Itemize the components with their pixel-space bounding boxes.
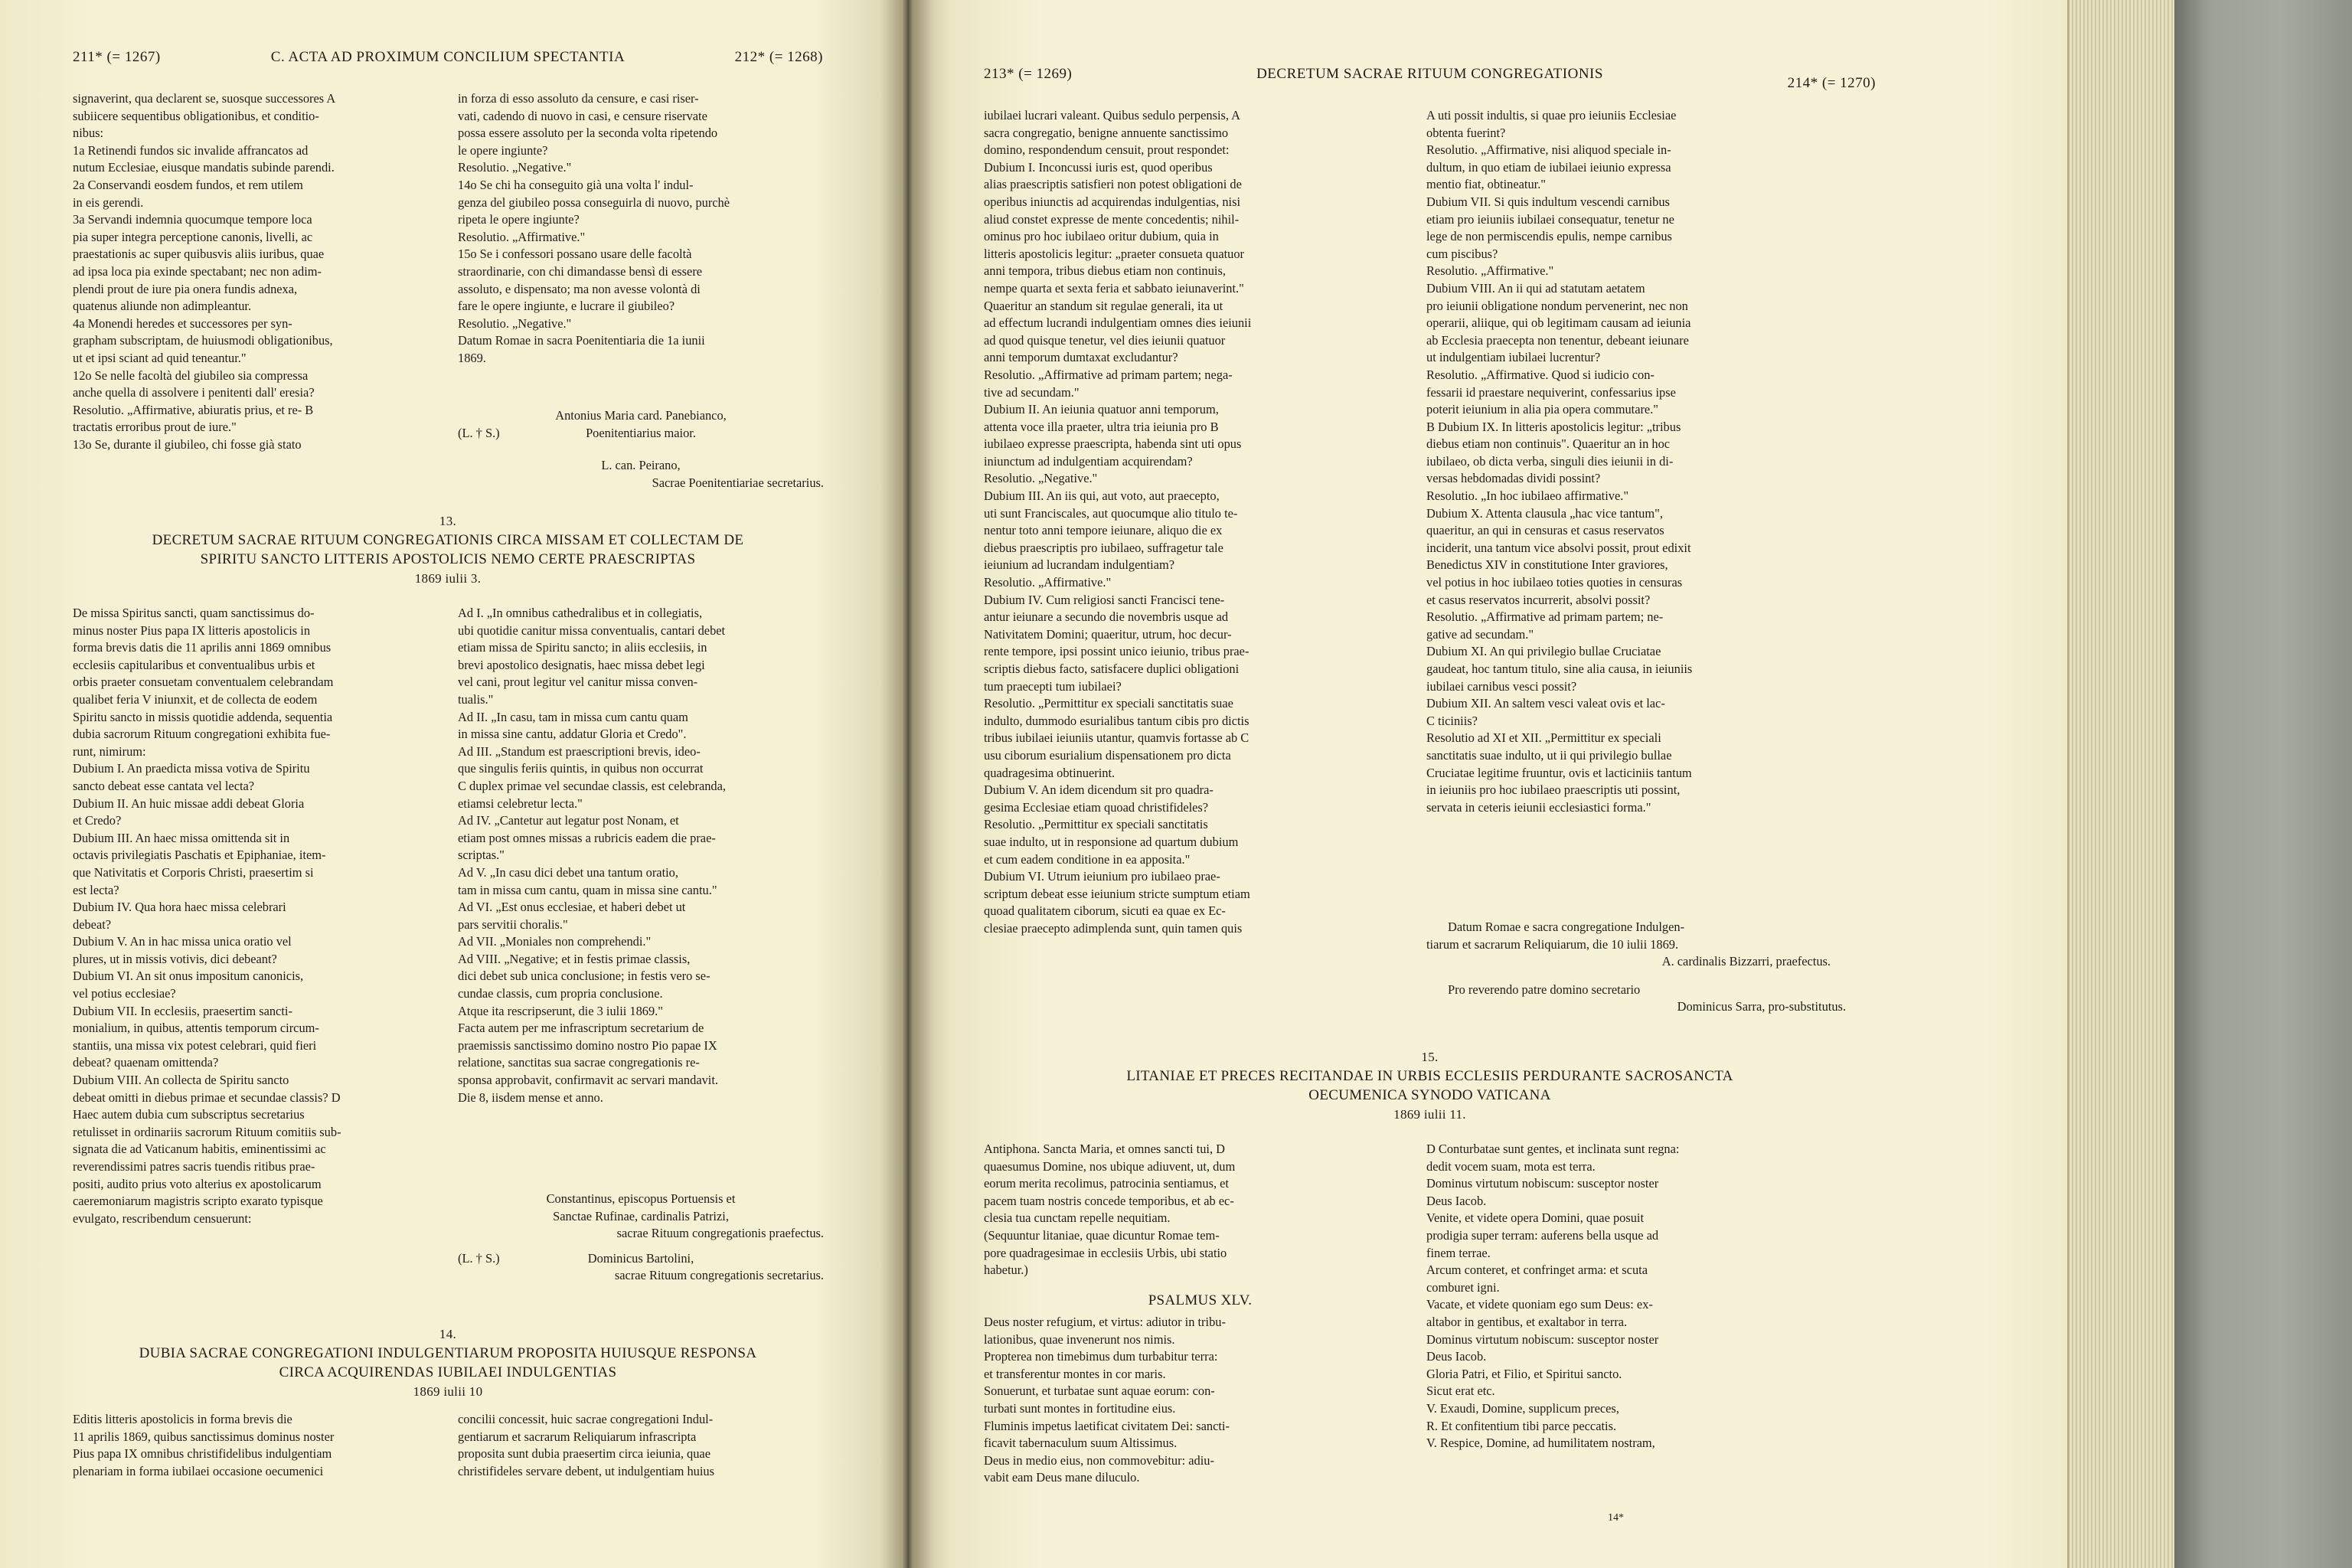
- pro-secretario-line: Pro reverendo patre domino secretario: [1448, 982, 1641, 997]
- text-line: Atque ita rescripserunt, die 3 iulii 1869.": [458, 1003, 663, 1018]
- text-line: 13o Se, durante il giubileo, chi fosse già stato: [73, 436, 302, 452]
- signature-sarra: Dominicus Sarra, pro-substitutus.: [1677, 999, 1846, 1014]
- rituum-signatures: [458, 1191, 824, 1285]
- text-line: iubilaei carnibus vesci possit?: [1426, 678, 1577, 694]
- text-line: Resolutio. „Affirmative. Quod si iudicio con-: [1426, 367, 1655, 382]
- text-line: cundae classis, cum propria conclusione.: [458, 986, 663, 1001]
- text-line: et casus reservatos incurrerit, absolvi possit?: [1426, 592, 1651, 607]
- left-page-number: 211* (= 1267): [73, 49, 161, 65]
- psalm-column: [984, 1314, 1416, 1487]
- text-line: Venite, et videte opera Domini, quae posuit: [1426, 1210, 1645, 1226]
- text-line: pia super integra perceptione canonis, livelli, ac: [73, 229, 313, 244]
- text-line: Dominus virtutum nobiscum: susceptor noster: [1426, 1176, 1659, 1191]
- section-15-heading: [984, 1047, 1876, 1124]
- section-14-title-line-2: CIRCA ACQUIRENDAS IUBILAEI INDULGENTIAS: [279, 1364, 617, 1380]
- text-line: inciderit, una tantum vice absolvi possit, prout edixit: [1426, 540, 1691, 555]
- text-line: Resolutio. „Affirmative ad primam partem; ne-: [1426, 609, 1664, 625]
- left-page: [0, 0, 903, 1568]
- text-line: 14o Se chi ha conseguito già una volta l' indul-: [458, 177, 694, 192]
- text-line: Ad II. „In casu, tam in missa cum cantu quam: [458, 709, 688, 724]
- left-page-number-right: 212* (= 1268): [734, 49, 823, 65]
- text-line: 12o Se nelle facoltà del giubileo sia compressa: [73, 368, 309, 383]
- text-line: iubilaeo, ob dicta verba, singuli dies ieiunii in di-: [1426, 453, 1674, 469]
- text-line: subiicere sequentibus obligationibus, et conditio-: [73, 108, 319, 123]
- text-line: praemissis sanctissimo domino nostro Pio papae IX: [458, 1037, 717, 1053]
- text-line: Dubium V. An in hac missa unica oratio vel: [73, 934, 292, 949]
- text-line: usu ciborum esurialium dispensationem pro dicta: [984, 747, 1231, 763]
- text-line: Dubium II. An ieiunia quatuor anni temporum,: [984, 402, 1219, 417]
- text-line: Gloria Patri, et Filio, et Spiritui sancto.: [1426, 1366, 1622, 1381]
- text-line: 3a Servandi indemnia quocumque tempore loca: [73, 212, 312, 227]
- text-line: fare le opere ingiunte, e lucrare il giubileo?: [458, 299, 675, 314]
- signature-bartolini-title: sacrae Rituum congregationis secretarius.: [614, 1268, 824, 1283]
- text-line: Datum Romae in sacra Poenitentiaria die 1a iunii: [458, 333, 705, 348]
- text-line: etiamsi celebretur lecta.": [458, 795, 583, 811]
- text-line: 2a Conservandi eosdem fundos, et rem utilem: [73, 177, 303, 192]
- signature-bartolini: Dominicus Bartolini,: [587, 1250, 694, 1266]
- text-line: Sicut erat etc.: [1426, 1383, 1495, 1399]
- text-line: Dubium VIII. An collecta de Spiritu sancto: [73, 1073, 289, 1088]
- text-line: pars servitii choralis.": [458, 916, 568, 932]
- dated-line: Datum Romae e sacra congregatione Indulgen-: [1448, 920, 1685, 934]
- signature-patrizi: Constantinus, episcopus Portuensis et: [546, 1191, 736, 1206]
- text-line: Dubium VIII. An ii qui ad statutam aetatem: [1426, 280, 1645, 296]
- section-13-title-line-2: SPIRITU SANCTO LITTERIS APOSTOLICIS NEMO CERTE PRAESCRIPTAS: [200, 551, 696, 567]
- text-line: Dubium VII. Si quis indultum vescendi carnibus: [1426, 194, 1670, 209]
- text-line: pore quadragesimae in ecclesiis Urbis, ubi statio: [984, 1245, 1227, 1260]
- text-line: clesiae praecepto adimplenda sunt, quin tamen quis: [984, 920, 1243, 936]
- book-cover-cloth: [2174, 0, 2352, 1568]
- text-line: V. Respice, Domine, ad humilitatem nostram,: [1426, 1436, 1655, 1451]
- text-line: gative ad secundam.": [1426, 626, 1534, 642]
- right-page-number: 213* (= 1269): [984, 66, 1073, 82]
- text-line: Ad VI. „Est onus ecclesiae, et haberi debet ut: [458, 900, 686, 915]
- text-line: clesia tua cunctam repelle nequitiam.: [984, 1210, 1171, 1226]
- left-bottom-column-2: [458, 1411, 824, 1480]
- text-line: Propterea non timebimus dum turbabitur terra:: [984, 1349, 1218, 1364]
- text-line: scriptis diebus facto, satisfacere duplici obligationi: [984, 662, 1240, 676]
- left-bottom-column-1: [73, 1411, 446, 1480]
- text-line: ad quod quisque tenetur, vel dies ieiunii quatuor: [984, 332, 1226, 348]
- text-line: debeat? quaenam omittenda?: [73, 1055, 219, 1070]
- text-line: 4a Monendi heredes et successores per syn-: [73, 315, 292, 331]
- text-line: gaudeat, hoc tantum titulo, sine alia causa, in ieiuniis: [1426, 662, 1693, 676]
- text-line: dubia sacrorum Rituum congregationi exhibita fue-: [73, 727, 331, 742]
- text-line: nutum Ecclesiae, eiusque mandatis subinde parendi.: [73, 160, 335, 175]
- text-line: plendi prout de iure pia onera fundis adnexa,: [73, 281, 298, 296]
- text-line: qualibet feria V iniunxit, et de collecta de eodem: [73, 691, 318, 707]
- text-line: pro ieiunii obligatione nondum pervenerint, nec non: [1426, 298, 1688, 313]
- signature-panebianco: Antonius Maria card. Panebianco,: [555, 408, 727, 423]
- text-line: monialium, in quibus, attentis temporum circum-: [73, 1021, 319, 1036]
- text-line: mentio fiat, obtineatur.": [1426, 177, 1546, 192]
- text-line: anni temporum dumtaxat excludantur?: [984, 350, 1178, 365]
- text-line: retulisset in ordinariis sacrorum Rituum comitiis sub-: [73, 1124, 341, 1139]
- text-line: Cruciatae legitime fruuntur, ovis et lacticiniis tantum: [1426, 765, 1692, 780]
- text-line: debeat?: [73, 916, 112, 932]
- text-line: gesima Ecclesiae etiam quoad christifideles?: [984, 799, 1209, 815]
- text-line: Editis litteris apostolicis in forma brevis die: [73, 1412, 292, 1426]
- text-line: lationibus, quae invenerunt nos nimis.: [984, 1331, 1175, 1347]
- text-line: ieiunium ad lucrandam indulgentiam?: [984, 557, 1174, 573]
- text-line: comburet igni.: [1426, 1279, 1500, 1295]
- text-line: dici debet sub unica conclusione; in festis vero se-: [458, 969, 710, 984]
- text-line: ab Ecclesia praecepta non tenentur, debeant ieiunare: [1426, 332, 1689, 348]
- seal-mark-2: (L. † S.): [458, 1250, 500, 1266]
- text-line: vati, cadendo di nuovo in casi, e censure riservate: [458, 108, 707, 123]
- text-line: Dubium IV. Cum religiosi sancti Francisci tene-: [984, 592, 1225, 607]
- text-line: Dubium III. An iis qui, aut voto, aut praecepto,: [984, 488, 1220, 504]
- section-14-title-line-1: DUBIA SACRAE CONGREGATIONI INDULGENTIARUM PROPOSITA HUIUSQUE RESPONSA: [139, 1345, 757, 1361]
- text-line: prodigia super terram: auferens bella usque ad: [1426, 1227, 1659, 1243]
- section-14-heading: [73, 1325, 823, 1401]
- text-line: Ad III. „Standum est praescriptioni brevis, ideo-: [458, 743, 701, 759]
- text-line: debeat omitti in diebus primae et secundae classis? D: [73, 1089, 341, 1105]
- section-15-date: 1869 iulii 11.: [1393, 1107, 1466, 1122]
- text-line: tualis.": [458, 691, 494, 707]
- text-line: obtenta fuerint?: [1426, 125, 1506, 140]
- text-line: tum praecepti tum iubilaei?: [984, 678, 1122, 694]
- text-line: Dubium VII. In ecclesiis, praesertim sancti-: [73, 1003, 292, 1018]
- section-13-date: 1869 iulii 3.: [414, 571, 482, 586]
- section-14-number: 14.: [439, 1327, 457, 1341]
- text-line: vabit eam Deus mane diluculo.: [984, 1470, 1140, 1485]
- text-line: anni tempora, tribus diebus etiam non continuis,: [984, 263, 1226, 279]
- litany-column-2: [1426, 1141, 1877, 1452]
- text-line: servata in ceteris ieiunii ecclesiastici forma.": [1426, 799, 1651, 815]
- text-line: vel potius in hoc iubilaeo toties quoties in censuras: [1426, 575, 1683, 590]
- text-line: eorum merita recolimus, patrocinia sentiamus, et: [984, 1176, 1229, 1191]
- text-line: grapham subscriptam, de huiusmodi obligationibus,: [73, 333, 333, 348]
- text-line: Resolutio. „Affirmative.": [984, 575, 1112, 590]
- text-line: dultum, in quo etiam de iubilaei ieiunio expressa: [1426, 159, 1671, 175]
- text-line: litteris apostolicis legitur: „praeter consueta quatuor: [984, 246, 1244, 261]
- text-line: Antiphona. Sancta Maria, et omnes sancti tui, D: [984, 1142, 1225, 1156]
- text-line: sacra congregatio, benigne annuente sanctissimo: [984, 125, 1229, 140]
- text-line: 11 aprilis 1869, quibus sanctissimus dominus noster: [73, 1429, 335, 1444]
- text-line: Resolutio. „Affirmative ad primam partem; nega-: [984, 367, 1233, 382]
- text-line: De missa Spiritus sancti, quam sanctissimus do-: [73, 606, 315, 620]
- indulgentiarum-closing: [1426, 919, 1877, 1016]
- text-line: domino, respondendum censuit, prout respondet:: [984, 142, 1230, 158]
- text-line: A uti possit indultis, si quae pro ieiuniis Ecclesiae: [1426, 108, 1677, 122]
- text-line: tractatis erroribus prout de iure.": [73, 420, 237, 435]
- text-line: versas hebdomadas dividi possint?: [1426, 471, 1601, 486]
- text-line: Deus Iacob.: [1426, 1349, 1487, 1364]
- text-line: Ad VII. „Moniales non comprehendi.": [458, 934, 652, 949]
- text-line: anche quella di assolvere i penitenti dall' eresia?: [73, 385, 315, 400]
- text-line: etiam missa de Spiritu sancto; in aliis ecclesiis, in: [458, 640, 707, 655]
- text-line: Resolutio. „Negative.": [458, 160, 572, 175]
- text-line: minus noster Pius papa IX litteris apostolicis in: [73, 622, 311, 638]
- text-line: nempe quarta et sexta feria et sabbato ieiunaverint.": [984, 280, 1244, 296]
- left-top-column-1: [73, 90, 446, 453]
- text-line: indulto, dummodo esurialibus tantum cibis pro dictis: [984, 713, 1250, 728]
- text-line: quoad qualitatem ciborum, sicuti ea quae ex Ec-: [984, 903, 1226, 919]
- signature-panebianco-title: Poenitentiarius maior.: [586, 425, 696, 440]
- text-line: alias praescriptis satisfieri non potest obligationi de: [984, 177, 1242, 192]
- text-line: cum piscibus?: [1426, 246, 1498, 261]
- text-line: ubi quotidie canitur missa conventualis, cantari debet: [458, 622, 726, 638]
- text-line: vel cani, prout legitur vel canitur missa conven-: [458, 675, 698, 690]
- text-line: pacem tuam nostris concede temporibus, et ab ec-: [984, 1193, 1234, 1208]
- litany-column-1: [984, 1141, 1416, 1279]
- text-line: Ad I. „In omnibus cathedralibus et in collegiatis,: [458, 606, 703, 620]
- text-line: attenta voce illa praeter, ultra tria ieiunia pro B: [984, 419, 1219, 434]
- signature-patrizi-line-2: Sanctae Rufinae, cardinalis Patrizi,: [553, 1208, 729, 1223]
- signature-bizzarri: A. cardinalis Bizzarri, praefectus.: [1661, 954, 1831, 969]
- text-line: Dominus virtutum nobiscum: susceptor noster: [1426, 1331, 1659, 1347]
- text-line: plenariam in forma iubilaei occasione oecumenici: [73, 1463, 324, 1478]
- text-line: proposita sunt dubia praesertim circa ieiunia, quae: [458, 1446, 710, 1462]
- section-15-title-line-2: OECUMENICA SYNODO VATICANA: [1308, 1087, 1551, 1103]
- text-line: fessarii id praestare nequiverint, confessarius ipse: [1426, 384, 1676, 400]
- text-line: Quaeritur an standum sit regulae generali, ita ut: [984, 298, 1223, 313]
- text-line: Vacate, et videte quoniam ego sum Deus: ex-: [1426, 1297, 1653, 1312]
- text-line: operibus iniunctis ad acquirendas indulgentias, nisi: [984, 194, 1241, 209]
- text-line: Spiritu sancto in missis quotidie addenda, sequentia: [73, 709, 333, 724]
- text-line: diebus praescriptis pro iubilaeo, suffragetur tale: [984, 540, 1223, 555]
- text-line: etiam pro ieiuniis iubilaei consequatur, tenetur ne: [1426, 211, 1674, 227]
- text-line: orbis praeter consuetam conventualem celebrandam: [73, 675, 334, 690]
- text-line: suae indulto, ut in responsione ad quartum dubium: [984, 834, 1239, 849]
- text-line: C duplex primae vel secundae classis, est celebranda,: [458, 778, 726, 793]
- text-line: scriptas.": [458, 848, 505, 863]
- text-line: (Sequuntur litaniae, quae dicuntur Romae tem-: [984, 1227, 1220, 1243]
- text-line: nentur toto anni tempore ieiunare, aliquo die ex: [984, 523, 1223, 538]
- left-middle-column-1: [73, 605, 446, 1227]
- text-line: praestationis ac super quibusvis aliis iuribus, quae: [73, 247, 325, 262]
- text-line: Resolutio. „Negative.": [458, 315, 572, 331]
- text-line: gentiarum et sacrarum Reliquiarum infrascripta: [458, 1429, 697, 1444]
- text-line: ripeta le opere ingiunte?: [458, 212, 580, 227]
- text-line: ut indulgentiam iubilaei lucrentur?: [1426, 350, 1601, 365]
- text-line: Resolutio. „Affirmative, abiuratis prius, et re- B: [73, 402, 314, 417]
- poenitentiaria-signatures: [458, 407, 824, 492]
- text-line: Haec autem dubia cum subscriptus secretarius: [73, 1107, 305, 1122]
- text-line: ad ipsa loca pia exinde spectabant; nec non adim-: [73, 263, 322, 279]
- text-line: scriptum debeat esse ieiunium stricte sumptum etiam: [984, 886, 1250, 901]
- text-line: Dubium XII. An saltem vesci valeat ovis et lac-: [1426, 696, 1665, 711]
- dated-line-2: tiarum et sacrarum Reliquiarum, die 10 iulii 1869.: [1426, 936, 1679, 952]
- text-line: V. Exaudi, Domine, supplicum preces,: [1426, 1400, 1619, 1416]
- text-line: plures, ut in missis votivis, dici debeant?: [73, 951, 277, 966]
- text-line: Dubium III. An haec missa omittenda sit in: [73, 830, 290, 845]
- text-line: Pius papa IX omnibus christifidelibus indulgentiam: [73, 1446, 332, 1462]
- text-line: reverendissimi patres sacris tuendis ritibus prae-: [73, 1159, 315, 1174]
- text-line: forma brevis datis die 11 aprilis anni 1869 omnibus: [73, 640, 332, 655]
- text-line: Dubium VI. Utrum ieiunium pro iubilaeo prae-: [984, 869, 1220, 884]
- text-line: tive ad secundam.": [984, 384, 1080, 400]
- text-line: rente tempore, ipsi possint unico ieiunio, tribus prae-: [984, 644, 1250, 659]
- text-line: iniunctum ad indulgentiam acquirendam?: [984, 453, 1193, 469]
- text-line: Dubium II. An huic missae addi debeat Gloria: [73, 795, 305, 811]
- text-line: aliud constet expresse de mente concedentis; nihil-: [984, 211, 1240, 227]
- text-line: concilii concessit, huic sacrae congregationi Indul-: [458, 1412, 714, 1426]
- text-line: operarii, aliique, qui ob legitimam causam ad ieiunia: [1426, 315, 1691, 331]
- text-line: Dubium I. An praedicta missa votiva de Spiritu: [73, 761, 310, 776]
- text-line: est lecta?: [73, 882, 119, 897]
- text-line: Die 8, iisdem mense et anno.: [458, 1089, 603, 1105]
- text-line: antur ieiunare a secundo die novembris usque ad: [984, 609, 1229, 625]
- right-head-title: DECRETUM SACRAE RITUUM CONGREGATIONIS: [1256, 66, 1603, 82]
- right-page: [903, 0, 2075, 1568]
- signature-peirano-title: Sacrae Poenitentiariae secretarius.: [652, 475, 824, 490]
- text-line: Sonuerunt, et turbatae sunt aquae eorum: con-: [984, 1383, 1215, 1399]
- text-line: que singulis feriis quintis, in quibus non occurrat: [458, 761, 704, 776]
- text-line: R. Et confitentium tibi parce peccatis.: [1426, 1418, 1617, 1433]
- text-line: in missa sine cantu, addatur Gloria et Credo".: [458, 727, 687, 742]
- text-line: et cum eadem conditione in ea apposita.": [984, 851, 1191, 867]
- text-line: quaesumus Domine, nos ubique adiuvent, ut, dum: [984, 1158, 1236, 1174]
- text-line: signaverint, qua declarent se, suosque successores A: [73, 91, 336, 106]
- text-line: 1a Retinendi fundos sic invalide affrancatos ad: [73, 142, 309, 158]
- right-column-2: [1426, 107, 1877, 816]
- text-line: Deus Iacob.: [1426, 1193, 1487, 1208]
- text-line: caeremoniarum magistris scripto exarato typisque: [73, 1194, 323, 1209]
- text-line: in ieiuniis pro hoc iubilaeo praescriptis uti possint,: [1426, 782, 1681, 798]
- text-line: positi, audito prius voto alterius ex apostolicarum: [73, 1176, 322, 1191]
- text-line: vel potius ecclesiae?: [73, 986, 176, 1001]
- signature-mark: 14*: [1608, 1512, 1624, 1524]
- text-line: Resolutio. „Affirmative.": [458, 229, 586, 244]
- text-line: Deus noster refugium, et virtus: adiutor in tribu-: [984, 1315, 1226, 1329]
- text-line: Resolutio. „Affirmative.": [1426, 263, 1554, 279]
- text-line: octavis privilegiatis Paschatis et Epiphaniae, item-: [73, 848, 326, 863]
- text-line: que Nativitatis et Corporis Christi, praesertim si: [73, 864, 314, 880]
- text-line: Facta autem per me infrascriptum secretarium de: [458, 1021, 704, 1036]
- text-line: ficavit tabernaculum suum Altissimus.: [984, 1436, 1178, 1451]
- text-line: ad effectum lucrandi indulgentiam omnes dies ieiunii: [984, 315, 1252, 331]
- text-line: stantiis, una missa vix potest celebrari, quid fieri: [73, 1037, 317, 1053]
- text-line: iubilaei lucrari valeant. Quibus sedulo perpensis, A: [984, 108, 1241, 122]
- text-line: tam in missa cum cantu, quam in missa sine cantu.": [458, 882, 717, 897]
- psalm-title: PSALMUS XLV.: [1148, 1292, 1253, 1308]
- text-line: Dubium X. Attenta clausula „hac vice tantum",: [1426, 505, 1663, 521]
- text-line: Arcum conteret, et confringet arma: et scuta: [1426, 1263, 1648, 1278]
- right-column-1: [984, 107, 1416, 938]
- right-page-number-right: 214* (= 1270): [1787, 75, 1876, 91]
- text-line: 1869.: [458, 350, 486, 365]
- signature-patrizi-title: sacrae Rituum congregationis praefectus.: [616, 1226, 824, 1241]
- text-line: possa essere assoluto per la seconda volta ripetendo: [458, 126, 718, 141]
- signature-peirano: L. can. Peirano,: [601, 458, 681, 473]
- text-line: sanctitatis suae indulto, ut ii qui privilegio bullae: [1426, 747, 1672, 763]
- text-line: straordinarie, con chi dimandasse bensì di essere: [458, 263, 703, 279]
- text-line: poterit ieiunium in alia pia opera commutare.": [1426, 402, 1658, 417]
- text-line: Resolutio. „Negative.": [984, 471, 1098, 486]
- text-line: Dubium IV. Qua hora haec missa celebrari: [73, 900, 286, 915]
- text-line: le opere ingiunte?: [458, 142, 548, 158]
- text-line: iubilaeo expresse praescripta, habenda sint uti opus: [984, 436, 1242, 452]
- section-13-heading: [73, 511, 823, 588]
- text-line: signata die ad Vaticanum habitis, eminentissimi ac: [73, 1142, 326, 1157]
- text-line: Resolutio ad XI et XII. „Permittitur ex speciali: [1426, 730, 1661, 746]
- text-line: ecclesiis capitularibus et conventualibus urbis et: [73, 657, 315, 672]
- text-line: diebus etiam non continuis". Quaeritur an in hoc: [1426, 436, 1671, 452]
- seal-mark: (L. † S.): [458, 425, 500, 440]
- text-line: evulgato, rescribendum censuerunt:: [73, 1210, 252, 1226]
- text-line: turbati sunt montes in fortitudine eius.: [984, 1400, 1176, 1416]
- text-line: sponsa approbavit, confirmavit ac servari mandavit.: [458, 1073, 718, 1088]
- text-line: Ad IV. „Cantetur aut legatur post Nonam, et: [458, 813, 679, 828]
- text-line: Benedictus XIV in constitutione Inter graviores,: [1426, 557, 1668, 573]
- text-line: assoluto, e dispensato; ma non avesse volontà di: [458, 281, 701, 296]
- text-line: Ad V. „In casu dici debet una tantum oratio,: [458, 864, 678, 880]
- text-line: Resolutio. „Affirmative, nisi aliquod speciale in-: [1426, 142, 1671, 158]
- page-block-edge: [2067, 0, 2177, 1568]
- text-line: Dubium XI. An qui privilegio bullae Cruciatae: [1426, 644, 1661, 659]
- text-line: etiam post omnes missas a rubricis eadem die prae-: [458, 830, 716, 845]
- text-line: B Dubium IX. In litteris apostolicis legitur: „tribus: [1426, 419, 1681, 434]
- text-line: D Conturbatae sunt gentes, et inclinata sunt regna:: [1426, 1142, 1680, 1156]
- section-14-date: 1869 iulii 10: [413, 1384, 483, 1399]
- text-line: et transferentur montes in cor maris.: [984, 1366, 1166, 1381]
- text-line: Deus in medio eius, non commovebitur: adiu-: [984, 1452, 1214, 1468]
- text-line: Resolutio. „In hoc iubilaeo affirmative.": [1426, 488, 1629, 504]
- section-13-title-line-1: DECRETUM SACRAE RITUUM CONGREGATIONIS CIRCA MISSAM ET COLLECTAM DE: [152, 532, 744, 548]
- text-line: quadragesima obtinuerint.: [984, 765, 1116, 780]
- text-line: C ticiniis?: [1426, 713, 1478, 728]
- text-line: 15o Se i confessori possano usare delle facoltà: [458, 247, 692, 262]
- text-line: relatione, sanctitas sua sacrae congregationis re-: [458, 1055, 700, 1070]
- text-line: ominus pro hoc iubilaeo oritur dubium, quia in: [984, 229, 1219, 244]
- text-line: Resolutio. „Permittitur ex speciali sanctitatis suae: [984, 696, 1233, 711]
- text-line: in forza di esso assoluto da censure, e casi riser-: [458, 91, 699, 106]
- text-line: quatenus aliunde non adimpleantur.: [73, 299, 252, 314]
- text-line: ut et ipsi sciant ad quid teneantur.": [73, 350, 247, 365]
- text-line: runt, nimirum:: [73, 743, 146, 759]
- text-line: tribus iubilaei ieiuniis utantur, quamvis fortasse ab C: [984, 730, 1250, 746]
- text-line: quaeritur, an qui in censuras et casus reservatos: [1426, 523, 1664, 538]
- text-line: dedit vocem suam, mota est terra.: [1426, 1158, 1596, 1174]
- text-line: Resolutio. „Permittitur ex speciali sanctitatis: [984, 817, 1208, 832]
- text-line: habetur.): [984, 1263, 1028, 1278]
- text-line: lege de non permiscendis epulis, nempe carnibus: [1426, 229, 1672, 244]
- text-line: genza del giubileo possa conseguirla di nuovo, purchè: [458, 194, 730, 210]
- text-line: et Credo?: [73, 813, 122, 828]
- text-line: Dubium V. An idem dicendum sit pro quadra-: [984, 782, 1214, 798]
- left-middle-column-2: [458, 605, 824, 1106]
- text-line: finem terrae.: [1426, 1245, 1491, 1260]
- text-line: in eis gerendi.: [73, 194, 144, 210]
- section-15-number: 15.: [1421, 1050, 1439, 1064]
- left-head-title: C. ACTA AD PROXIMUM CONCILIUM SPECTANTIA: [270, 49, 626, 65]
- spine-gutter: [880, 0, 934, 1568]
- text-line: sancto debeat esse cantata vel lecta?: [73, 778, 255, 793]
- text-line: Nativitatem Domini; quaeritur, utrum, hoc decur-: [984, 626, 1232, 642]
- section-13-number: 13.: [439, 514, 457, 528]
- text-line: Ad VIII. „Negative; et in festis primae classis,: [458, 951, 691, 966]
- text-line: nibus:: [73, 126, 104, 141]
- section-15-title-line-1: LITANIAE ET PRECES RECITANDAE IN URBIS ECCLESIIS PERDURANTE SACROSANCTA: [1126, 1068, 1733, 1084]
- text-line: Dubium VI. An sit onus impositum canonicis,: [73, 969, 304, 984]
- text-line: brevi apostolico designatis, haec missa debet legi: [458, 657, 705, 672]
- left-top-column-2: [458, 90, 824, 368]
- text-line: Fluminis impetus laetificat civitatem Dei: sancti-: [984, 1418, 1230, 1433]
- text-line: uti sunt Franciscales, aut quocumque alio titulo te-: [984, 505, 1238, 521]
- text-line: altabor in gentibus, et exaltabor in terra.: [1426, 1314, 1628, 1329]
- text-line: christifideles servare debent, ut indulgentiam huius: [458, 1463, 715, 1478]
- text-line: Dubium I. Inconcussi iuris est, quod operibus: [984, 159, 1213, 175]
